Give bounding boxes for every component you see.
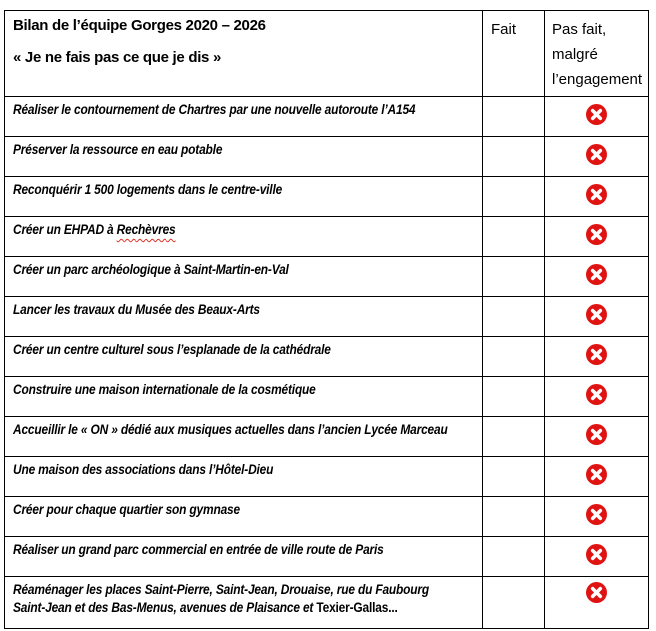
table-row bbox=[5, 537, 649, 577]
table-row bbox=[5, 297, 649, 337]
item-cell bbox=[5, 577, 483, 629]
pas-fait-cell bbox=[545, 417, 649, 457]
table-row bbox=[5, 577, 649, 629]
pas-fait-cell bbox=[545, 177, 649, 217]
item-text: Créer un parc archéologique à Saint-Martin-en-Val bbox=[13, 262, 289, 277]
table-row bbox=[5, 137, 649, 177]
item-text-upright: Texier-Gallas... bbox=[316, 600, 398, 615]
fait-cell bbox=[483, 497, 545, 537]
item-text: Accueillir le « ON » dédié aux musiques actuelles dans l’ancien Lycée Marceau bbox=[13, 422, 448, 437]
pas-fait-cell bbox=[545, 257, 649, 297]
cross-circle-icon bbox=[586, 504, 607, 525]
cross-circle-icon bbox=[586, 104, 607, 125]
fait-cell bbox=[483, 377, 545, 417]
fait-cell bbox=[483, 97, 545, 137]
pas-fait-cell bbox=[545, 497, 649, 537]
fait-cell bbox=[483, 337, 545, 377]
fait-cell bbox=[483, 137, 545, 177]
column-header-fait: Fait bbox=[483, 11, 545, 97]
item-text: Réaménager les places Saint-Pierre, Saint-Jean, Drouaise, rue du Faubourg Saint-Jean et des Bas-Menus, avenues de Plaisance et Texier-Gallas... bbox=[13, 582, 430, 615]
item-text: Une maison des associations dans l’Hôtel-Dieu bbox=[13, 462, 274, 477]
cross-circle-icon bbox=[586, 144, 607, 165]
pas-fait-cell bbox=[545, 217, 649, 257]
pas-fait-cell bbox=[545, 337, 649, 377]
pas-fait-cell bbox=[545, 377, 649, 417]
table-row bbox=[5, 97, 649, 137]
bilan-table bbox=[4, 10, 649, 629]
item-cell bbox=[5, 97, 483, 137]
table-row bbox=[5, 377, 649, 417]
table-subtitle: « Je ne fais pas ce que je dis » bbox=[13, 49, 222, 66]
table-row bbox=[5, 457, 649, 497]
fait-cell bbox=[483, 537, 545, 577]
item-cell bbox=[5, 297, 483, 337]
table-row bbox=[5, 217, 649, 257]
pas-fait-cell bbox=[545, 457, 649, 497]
cross-circle-icon bbox=[586, 344, 607, 365]
pas-fait-cell bbox=[545, 297, 649, 337]
misspelled-word: Rechèvres bbox=[116, 222, 176, 237]
item-cell bbox=[5, 457, 483, 497]
table-row bbox=[5, 417, 649, 457]
fait-cell bbox=[483, 417, 545, 457]
item-cell bbox=[5, 497, 483, 537]
cross-circle-icon bbox=[586, 224, 607, 245]
item-text: Réaliser un grand parc commercial en entrée de ville route de Paris bbox=[13, 542, 384, 557]
table-row bbox=[5, 257, 649, 297]
table-row bbox=[5, 497, 649, 537]
cross-circle-icon bbox=[586, 304, 607, 325]
item-text: Réaliser le contournement de Chartres par une nouvelle autoroute l’A154 bbox=[13, 102, 416, 117]
pas-fait-cell bbox=[545, 537, 649, 577]
table-row bbox=[5, 337, 649, 377]
cross-circle-icon bbox=[586, 184, 607, 205]
cross-circle-icon bbox=[586, 424, 607, 445]
item-text: Construire une maison internationale de la cosmétique bbox=[13, 382, 316, 397]
fait-cell bbox=[483, 457, 545, 497]
cross-circle-icon bbox=[586, 582, 607, 603]
table-row bbox=[5, 177, 649, 217]
item-text: Créer un EHPAD à Rechèvres bbox=[13, 222, 176, 237]
item-cell bbox=[5, 137, 483, 177]
item-cell bbox=[5, 377, 483, 417]
cross-circle-icon bbox=[586, 384, 607, 405]
item-cell bbox=[5, 337, 483, 377]
item-cell bbox=[5, 257, 483, 297]
cross-circle-icon bbox=[586, 264, 607, 285]
item-text: Créer pour chaque quartier son gymnase bbox=[13, 502, 240, 517]
fait-cell bbox=[483, 257, 545, 297]
item-cell bbox=[5, 177, 483, 217]
pas-fait-cell bbox=[545, 97, 649, 137]
table-title-cell bbox=[5, 11, 483, 97]
item-cell bbox=[5, 537, 483, 577]
item-cell bbox=[5, 217, 483, 257]
pas-fait-cell bbox=[545, 577, 649, 629]
item-text: Créer un centre culturel sous l’esplanade de la cathédrale bbox=[13, 342, 331, 357]
fait-cell bbox=[483, 577, 545, 629]
fait-cell bbox=[483, 177, 545, 217]
cross-circle-icon bbox=[586, 464, 607, 485]
item-text: Préserver la ressource en eau potable bbox=[13, 142, 223, 157]
item-text: Lancer les travaux du Musée des Beaux-Arts bbox=[13, 302, 260, 317]
fait-cell bbox=[483, 217, 545, 257]
table-header-row bbox=[5, 11, 649, 97]
table-title: Bilan de l’équipe Gorges 2020 – 2026 bbox=[13, 17, 266, 34]
cross-circle-icon bbox=[586, 544, 607, 565]
column-header-pas-fait: Pas fait, malgré l’engagement bbox=[545, 11, 649, 97]
pas-fait-cell bbox=[545, 137, 649, 177]
item-cell bbox=[5, 417, 483, 457]
fait-cell bbox=[483, 297, 545, 337]
item-text: Reconquérir 1 500 logements dans le centre-ville bbox=[13, 182, 283, 197]
